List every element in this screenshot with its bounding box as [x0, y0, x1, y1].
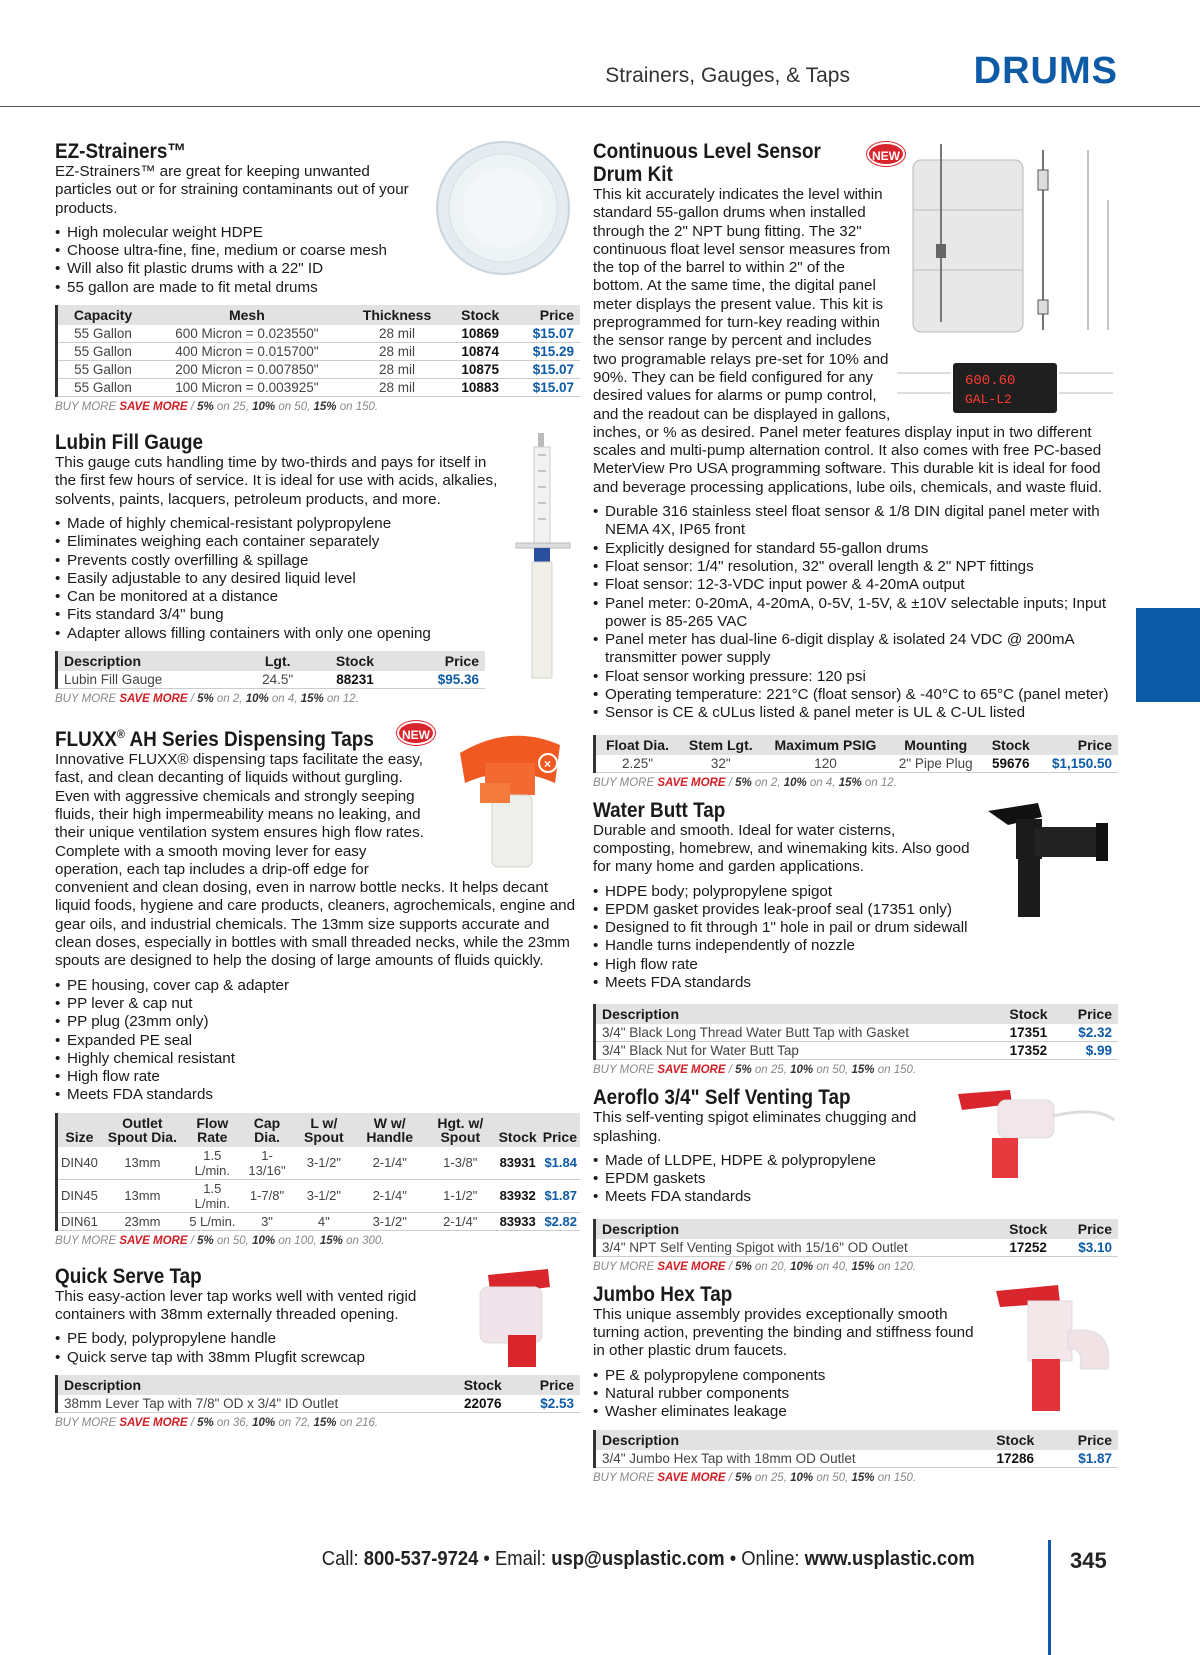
column-header: Cap Dia.	[241, 1113, 294, 1147]
ez-strainers-description: EZ-Strainers™ are great for keeping unwanted particles out or for straining contaminants out of your products.	[55, 163, 409, 217]
footer-divider	[1048, 1540, 1051, 1655]
svg-text:×: ×	[544, 757, 552, 772]
stock-number: 88231	[313, 671, 396, 689]
table-cell: 24.5"	[242, 671, 313, 689]
table-cell: 2" Pipe Plug	[888, 755, 983, 773]
column-header: Description	[595, 1219, 997, 1239]
column-header: Mounting	[888, 735, 983, 755]
stock-number: 83932	[496, 1179, 540, 1212]
aeroflo-table	[593, 1219, 1118, 1257]
table-row	[57, 343, 581, 361]
ez-strainers-features	[55, 224, 580, 297]
table-cell: 1-3/8"	[425, 1147, 496, 1180]
fluxx-description: Innovative FLUXX® dispensing taps facilitate the easy, fast, and clean decanting of liquids without gurgling. Even with aggressive chemicals and strongly seeping fluids, their high impermeability means no leaking, and their unique ventilation system ensures high flow rates. Complete with a smooth moving lever for easy operation, each tap includes a drip-off edge for convenient and clean dosing, even in narrow bottle necks. It helps decant liquid foods, hygiene and care products, cleaners, agrochemicals, engine and gear oils, and industrial chemicals. The 13mm size supports accurate and clean doses, especially in bottles with small threaded necks, while the 23mm spouts are designed to help the dosing of large amounts of fluids quickly.	[55, 751, 576, 970]
new-badge: NEW	[397, 721, 435, 745]
list-item: • EPDM gaskets	[593, 1170, 1118, 1188]
list-item: • PE & polypropylene components	[593, 1367, 1118, 1385]
section-tab	[1136, 608, 1200, 702]
table-row	[57, 1212, 581, 1230]
buy-more-note: BUY MORE SAVE MORE / 5% on 2, 10% on 4, 15% on 12.	[593, 776, 897, 789]
table-row	[595, 1042, 1119, 1060]
stock-number: 10874	[448, 343, 512, 361]
table-header-row	[57, 305, 581, 325]
quick-serve-table	[55, 1375, 580, 1413]
stock-number: 17351	[997, 1024, 1060, 1042]
level-sensor-section	[593, 140, 1118, 789]
table-cell: 3/4" Black Long Thread Water Butt Tap with Gasket	[595, 1024, 997, 1042]
list-item: • Designed to fit through 1" hole in pail or drum sidewall	[593, 919, 1118, 937]
water-butt-features	[593, 883, 1118, 993]
left-column	[55, 140, 580, 1447]
table-cell: 3/4" Jumbo Hex Tap with 18mm OD Outlet	[595, 1450, 980, 1468]
table-cell: 600 Micron = 0.023550"	[148, 325, 346, 343]
right-column	[593, 140, 1118, 1502]
price: $95.36	[397, 671, 485, 689]
table-cell: 1.5 L/min.	[184, 1147, 241, 1180]
list-item: • High flow rate	[55, 1068, 580, 1086]
online-label: • Online:	[724, 1548, 805, 1570]
list-item: • PP plug (23mm only)	[55, 1013, 580, 1031]
table-cell: 28 mil	[346, 361, 449, 379]
jumbo-hex-description: This unique assembly provides exceptionally smooth turning action, preventing the binding and stiffness found in other plastic drum faucets.	[593, 1305, 974, 1360]
table-cell: 28 mil	[346, 379, 449, 397]
table-row	[57, 1395, 581, 1413]
table-cell: 1-7/8"	[241, 1179, 294, 1212]
table-cell: 1.5 L/min.	[184, 1179, 241, 1212]
quick-serve-tap-section	[55, 1265, 580, 1429]
table-header-row	[57, 651, 486, 671]
jumbo-hex-table	[593, 1430, 1118, 1468]
table-cell: 28 mil	[346, 343, 449, 361]
column-header: Price	[1051, 1430, 1118, 1450]
ez-strainers-title: EZ-Strainers™	[55, 140, 187, 163]
table-cell: 200 Micron = 0.007850"	[148, 361, 346, 379]
email-link[interactable]: usp@usplastic.com	[551, 1548, 725, 1570]
column-header: Price	[517, 1375, 580, 1395]
table-cell: 2-1/4"	[354, 1147, 425, 1180]
column-header: Price	[1038, 735, 1118, 755]
column-header: Stem Lgt.	[679, 735, 763, 755]
table-cell: 2.25"	[595, 755, 679, 773]
new-badge: NEW	[867, 142, 905, 166]
list-item: • Float sensor: 12-3-VDC input power & 4-20mA output	[593, 576, 1118, 594]
list-item: • PP lever & cap nut	[55, 995, 580, 1013]
column-header: Outlet Spout Dia.	[101, 1113, 184, 1147]
price: $15.07	[512, 325, 580, 343]
column-header: Stock	[449, 1375, 517, 1395]
table-cell: DIN45	[57, 1179, 101, 1212]
column-header: Stock	[313, 651, 396, 671]
column-header: Thickness	[346, 305, 449, 325]
quick-serve-features	[55, 1330, 580, 1367]
list-item: • Meets FDA standards	[55, 1086, 580, 1104]
water-butt-tap-section	[593, 799, 1118, 1077]
table-cell: 1-1/2"	[425, 1179, 496, 1212]
list-item: • Washer eliminates leakage	[593, 1403, 1118, 1421]
table-header-row	[595, 735, 1119, 755]
table-row	[595, 1239, 1119, 1257]
table-cell: 55 Gallon	[57, 379, 149, 397]
list-item: • Handle turns independently of nozzle	[593, 937, 1118, 955]
table-cell: 400 Micron = 0.015700"	[148, 343, 346, 361]
meter-reading-bottom: GAL-L2	[965, 392, 1012, 407]
buy-more-note: BUY MORE SAVE MORE / 5% on 20, 10% on 40, 15% on 120.	[593, 1260, 917, 1273]
aeroflo-features	[593, 1152, 1118, 1207]
table-cell: 38mm Lever Tap with 7/8" OD x 3/4" ID Outlet	[57, 1395, 449, 1413]
list-item: • Will also fit plastic drums with a 22" ID	[55, 260, 580, 278]
fluxx-section	[55, 723, 580, 1247]
email-label: • Email:	[478, 1548, 552, 1570]
table-cell: 1-13/16"	[241, 1147, 294, 1180]
table-row	[595, 1450, 1119, 1468]
list-item: • Float sensor working pressure: 120 psi	[593, 668, 1118, 686]
column-header: W w/ Handle	[354, 1113, 425, 1147]
panel-meter-image	[893, 359, 1118, 419]
buy-more-note: BUY MORE SAVE MORE / 5% on 36, 10% on 72, 15% on 216.	[55, 1416, 379, 1429]
phone-number[interactable]: 800-537-9724	[363, 1548, 479, 1570]
quick-serve-title: Quick Serve Tap	[55, 1264, 202, 1288]
aeroflo-description: This self-venting spigot eliminates chugging and splashing.	[593, 1109, 917, 1145]
table-row	[57, 1179, 581, 1212]
price: $2.82	[540, 1212, 580, 1230]
list-item: • Adapter allows filling containers with only one opening	[55, 625, 580, 643]
table-header-row	[595, 1430, 1119, 1450]
column-header: Stock	[997, 1219, 1060, 1239]
table-row	[57, 671, 486, 689]
lubin-table	[55, 651, 485, 689]
table-cell: 55 Gallon	[57, 325, 149, 343]
category-title: DRUMS	[973, 50, 1118, 92]
column-header: Maximum PSIG	[763, 735, 889, 755]
list-item: • 55 gallon are made to fit metal drums	[55, 279, 580, 297]
lubin-description: This gauge cuts handling time by two-thirds and pays for itself in the first few hours of service. It is ideal for use with acids, alkalies, solvents, paints, lacquers, petroleum products, and more.	[55, 454, 498, 508]
section-subtitle: Strainers, Gauges, & Taps	[605, 64, 850, 87]
column-header: Price	[397, 651, 485, 671]
jumbo-hex-title: Jumbo Hex Tap	[593, 1282, 733, 1306]
list-item: • Made of highly chemical-resistant polypropylene	[55, 515, 580, 533]
stock-number: 10869	[448, 325, 512, 343]
column-header: Float Dia.	[595, 735, 679, 755]
buy-more-note: BUY MORE SAVE MORE / 5% on 50, 10% on 100, 15% on 300.	[55, 1234, 385, 1247]
sensor-title-line1: Continuous Level Sensor	[593, 140, 821, 163]
list-item: • Expanded PE seal	[55, 1032, 580, 1050]
table-cell: 2-1/4"	[425, 1212, 496, 1230]
table-row	[595, 1024, 1119, 1042]
list-item: • Prevents costly overfilling & spillage	[55, 552, 580, 570]
table-cell: 55 Gallon	[57, 343, 149, 361]
sensor-title-line2: Drum Kit	[593, 163, 673, 186]
water-butt-title: Water Butt Tap	[593, 798, 726, 822]
stock-number: 17286	[979, 1450, 1051, 1468]
column-header: Description	[57, 651, 242, 671]
column-header: Lgt.	[242, 651, 313, 671]
column-header: Capacity	[57, 305, 149, 325]
column-header: Stock	[997, 1004, 1060, 1024]
table-cell: DIN40	[57, 1147, 101, 1180]
list-item: • Panel meter: 0-20mA, 4-20mA, 0-5V, 1-5V, & ±10V selectable inputs; Input power is 85-265 VAC	[593, 595, 1118, 632]
table-row	[57, 379, 581, 397]
list-item: • Can be monitored at a distance	[55, 588, 580, 606]
jumbo-hex-tap-section	[593, 1283, 1118, 1484]
ez-strainers-section	[55, 140, 580, 413]
quick-serve-description: This easy-action lever tap works well with vented rigid containers with 38mm externally threaded opening.	[55, 1287, 417, 1323]
sensor-description: This kit accurately indicates the level within standard 55-gallon drums when installed through the 2" NPT bung fitting. The 32" continuous float level sensor measures from the top of the barrel to within 2" of the bottom. At the same time, the digital panel meter displays the present value. This kit is preprogrammed for turn-key reading within the sensor range by percent and includes two programable relays pre-set for 10% and 90%. They can be field configured for any desired values for alarms or pump control, and the readout can be displayed in gallons, inches, or % as desired. Panel meter features display input in two different scales and multi-pump alternation control. It also comes with free PC-based MeterView Pro USA programming software. This durable kit is ideal for food and beverage processing applications, lube oils, chemicals, and waste fluid.	[593, 186, 1103, 496]
buy-more-note: BUY MORE SAVE MORE / 5% on 25, 10% on 50, 15% on 150.	[593, 1064, 917, 1077]
column-header: Stock	[979, 1430, 1051, 1450]
stock-number: 10875	[448, 361, 512, 379]
column-header: Size	[57, 1113, 101, 1147]
fluxx-features	[55, 977, 580, 1105]
ez-strainers-table	[55, 305, 580, 397]
page-number: 345	[1070, 1548, 1107, 1573]
list-item: • High molecular weight HDPE	[55, 224, 580, 242]
column-header: Description	[595, 1430, 980, 1450]
fluxx-title: FLUXX® AH Series Dispensing Taps	[55, 727, 374, 752]
table-cell: 32"	[679, 755, 763, 773]
table-cell: 3-1/2"	[293, 1179, 354, 1212]
water-butt-table	[593, 1004, 1118, 1060]
table-row	[57, 1147, 581, 1180]
jumbo-hex-features	[593, 1367, 1118, 1422]
column-header: Mesh	[148, 305, 346, 325]
list-item: • Operating temperature: 221°C (float sensor) & -40°C to 65°C (panel meter)	[593, 686, 1118, 704]
table-cell: 13mm	[101, 1147, 184, 1180]
table-row	[57, 325, 581, 343]
table-row	[57, 361, 581, 379]
table-cell: Lubin Fill Gauge	[57, 671, 242, 689]
table-header-row	[57, 1113, 581, 1147]
aeroflo-title: Aeroflo 3/4" Self Venting Tap	[593, 1086, 851, 1110]
list-item: • Float sensor: 1/4" resolution, 32" overall length & 2" NPT fittings	[593, 558, 1118, 576]
contact-footer	[322, 1548, 975, 1571]
column-header: Stock	[983, 735, 1038, 755]
price: $.99	[1060, 1042, 1118, 1060]
column-header: Stock	[496, 1113, 540, 1147]
lubin-title: Lubin Fill Gauge	[55, 431, 204, 455]
table-cell: 3/4" Black Nut for Water Butt Tap	[595, 1042, 997, 1060]
column-header: Price	[1060, 1219, 1118, 1239]
water-butt-description: Durable and smooth. Ideal for water cisterns, composting, homebrew, and winemaking kits. Also good for many home and garden applications.	[593, 821, 970, 876]
price: $15.07	[512, 361, 580, 379]
list-item: • Natural rubber components	[593, 1385, 1118, 1403]
price: $1.84	[540, 1147, 580, 1180]
list-item: • Meets FDA standards	[593, 974, 1118, 992]
column-header: Stock	[448, 305, 512, 325]
stock-number: 59676	[983, 755, 1038, 773]
buy-more-note: BUY MORE SAVE MORE / 5% on 25, 10% on 50, 15% on 150.	[55, 401, 379, 414]
price: $3.10	[1060, 1239, 1118, 1257]
table-cell: 3-1/2"	[293, 1147, 354, 1180]
call-label: Call:	[322, 1548, 364, 1570]
table-cell: 3/4" NPT Self Venting Spigot with 15/16" OD Outlet	[595, 1239, 997, 1257]
list-item: • Easily adjustable to any desired liquid level	[55, 570, 580, 588]
buy-more-note: BUY MORE SAVE MORE / 5% on 2, 10% on 4, 15% on 12.	[55, 693, 359, 706]
table-cell: 5 L/min.	[184, 1212, 241, 1230]
table-cell: 2-1/4"	[354, 1179, 425, 1212]
buy-more-note: BUY MORE SAVE MORE / 5% on 25, 10% on 50, 15% on 150.	[593, 1471, 917, 1484]
meter-reading-top: 600.60	[965, 373, 1016, 389]
website-link[interactable]: www.usplastic.com	[804, 1548, 975, 1570]
table-header-row	[57, 1375, 581, 1395]
list-item: • High flow rate	[593, 956, 1118, 974]
sensor-table	[593, 735, 1118, 773]
table-cell: 55 Gallon	[57, 361, 149, 379]
table-header-row	[595, 1004, 1119, 1024]
stock-number: 83933	[496, 1212, 540, 1230]
list-item: • Meets FDA standards	[593, 1188, 1118, 1206]
column-header: Description	[595, 1004, 997, 1024]
list-item: • Highly chemical resistant	[55, 1050, 580, 1068]
table-cell: DIN61	[57, 1212, 101, 1230]
price: $2.32	[1060, 1024, 1118, 1042]
list-item: • Panel meter has dual-line 6-digit display & isolated 24 VDC @ 200mA transmitter power supply	[593, 631, 1118, 668]
column-header: Flow Rate	[184, 1113, 241, 1147]
price: $1,150.50	[1038, 755, 1118, 773]
table-cell: 13mm	[101, 1179, 184, 1212]
list-item: • Sensor is CE & cULus listed & panel meter is UL & C-UL listed	[593, 704, 1118, 722]
list-item: • Eliminates weighing each container separately	[55, 533, 580, 551]
list-item: • Quick serve tap with 38mm Plugfit screwcap	[55, 1349, 580, 1367]
table-cell: 28 mil	[346, 325, 449, 343]
lubin-fill-gauge-section	[55, 431, 580, 705]
price: $15.07	[512, 379, 580, 397]
table-cell: 120	[763, 755, 889, 773]
table-cell: 23mm	[101, 1212, 184, 1230]
lubin-features	[55, 515, 580, 643]
price: $15.29	[512, 343, 580, 361]
table-cell: 4"	[293, 1212, 354, 1230]
table-cell: 3-1/2"	[354, 1212, 425, 1230]
list-item: • Fits standard 3/4" bung	[55, 606, 580, 624]
list-item: • PE housing, cover cap & adapter	[55, 977, 580, 995]
column-header: Price	[512, 305, 580, 325]
list-item: • EPDM gasket provides leak-proof seal (17351 only)	[593, 901, 1118, 919]
list-item: • Made of LLDPE, HDPE & polypropylene	[593, 1152, 1118, 1170]
stock-number: 83931	[496, 1147, 540, 1180]
stock-number: 17352	[997, 1042, 1060, 1060]
table-header-row	[595, 1219, 1119, 1239]
aeroflo-section	[593, 1086, 1118, 1272]
column-header: Price	[540, 1113, 580, 1147]
list-item: • HDPE body; polypropylene spigot	[593, 883, 1118, 901]
price: $2.53	[517, 1395, 580, 1413]
list-item: • PE body, polypropylene handle	[55, 1330, 580, 1348]
price: $1.87	[540, 1179, 580, 1212]
column-header: L w/ Spout	[293, 1113, 354, 1147]
stock-number: 17252	[997, 1239, 1060, 1257]
column-header: Description	[57, 1375, 449, 1395]
list-item: • Durable 316 stainless steel float sensor & 1/8 DIN digital panel meter with NEMA 4X, IP65 front	[593, 503, 1118, 540]
column-header: Price	[1060, 1004, 1118, 1024]
price: $1.87	[1051, 1450, 1118, 1468]
header-divider	[0, 106, 1200, 107]
stock-number: 10883	[448, 379, 512, 397]
list-item: • Choose ultra-fine, fine, medium or coarse mesh	[55, 242, 580, 260]
list-item: • Explicitly designed for standard 55-gallon drums	[593, 540, 1118, 558]
table-cell: 3"	[241, 1212, 294, 1230]
stock-number: 22076	[449, 1395, 517, 1413]
fluxx-table	[55, 1113, 580, 1231]
table-cell: 100 Micron = 0.003925"	[148, 379, 346, 397]
sensor-features	[593, 503, 1118, 723]
column-header: Hgt. w/ Spout	[425, 1113, 496, 1147]
table-row	[595, 755, 1119, 773]
